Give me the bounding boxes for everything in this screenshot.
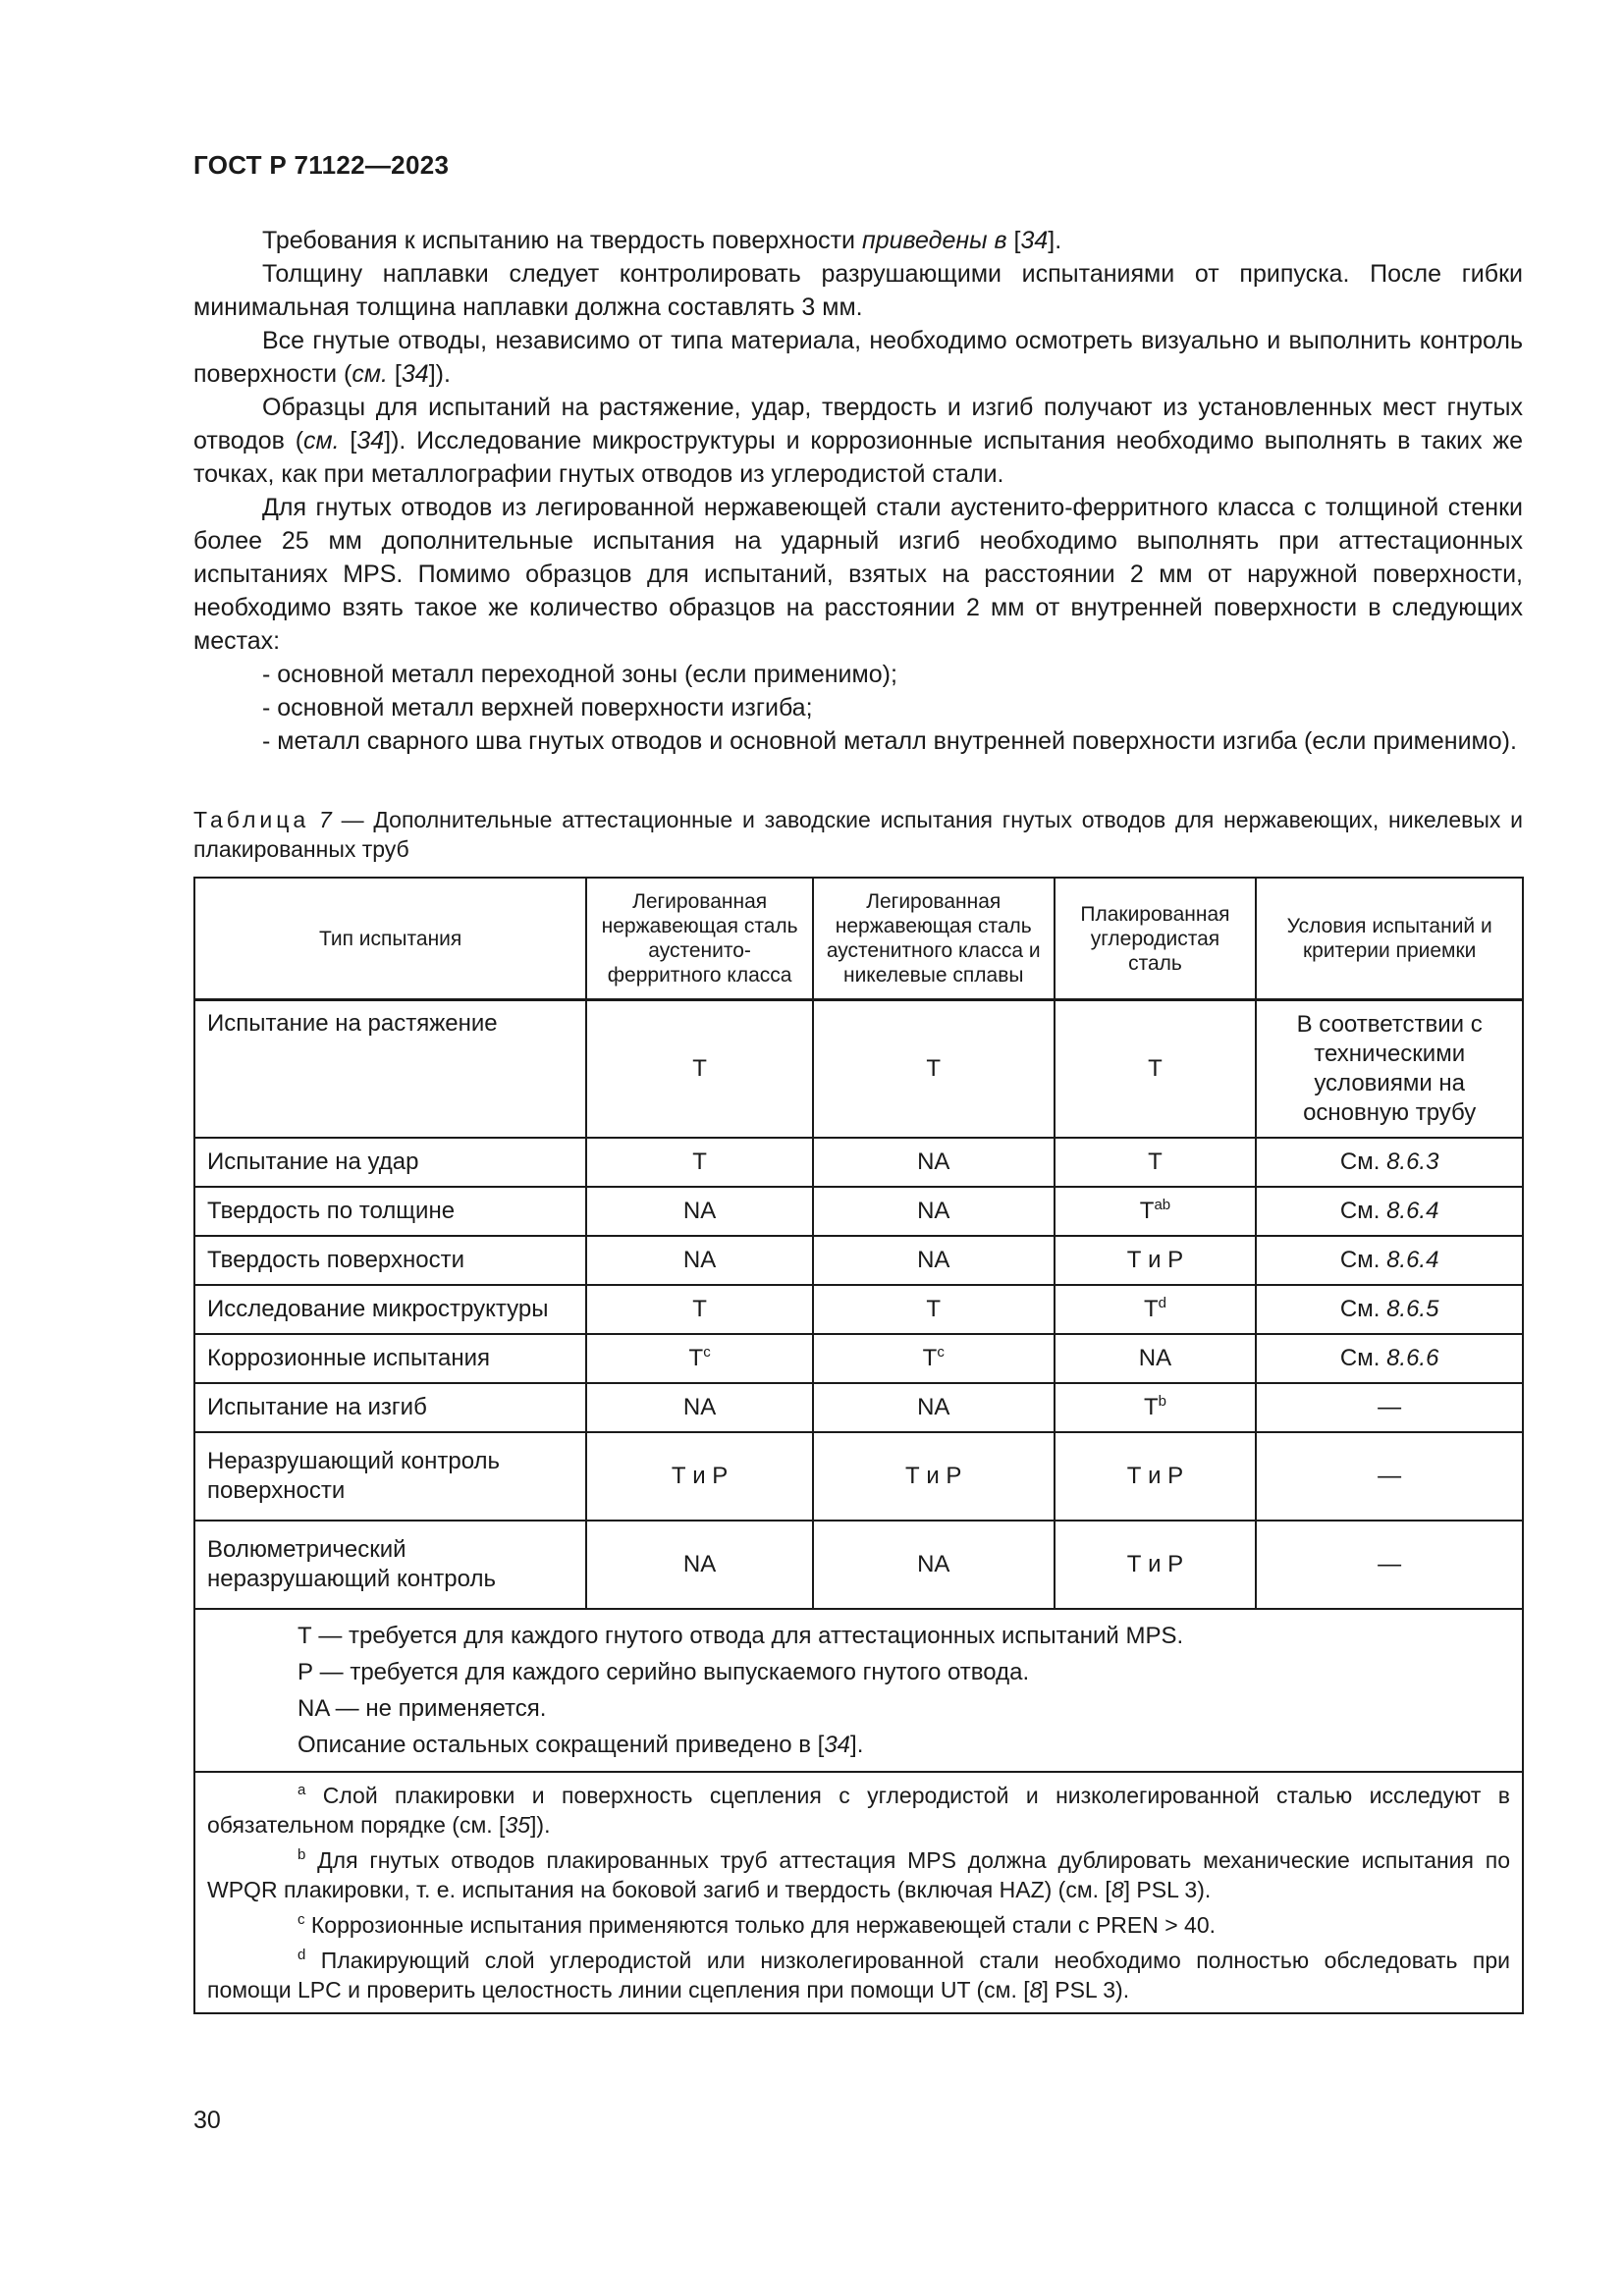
table-caption-label: Таблица (193, 807, 310, 832)
value-cell: NA (813, 1236, 1055, 1285)
value-cell: Т (813, 1000, 1055, 1139)
footnote-marker: ab (1154, 1197, 1171, 1213)
footnote-marker: d (1158, 1295, 1166, 1311)
value-cell: $Т^c$ (813, 1334, 1055, 1383)
table-caption-number: 7 (318, 807, 332, 832)
value-cell: NA (586, 1521, 813, 1609)
test-type-cell: Волюметрический неразрушающий контроль (194, 1521, 586, 1609)
value-cell: Т и Р (586, 1432, 813, 1521)
table-notes-row (194, 1609, 1523, 1772)
condition-cell: В соответствии с техническими условиями на основную трубу (1256, 1000, 1523, 1139)
table-caption (193, 805, 1523, 864)
value-cell: Т и Р (813, 1432, 1055, 1521)
condition-cell: — (1256, 1432, 1523, 1521)
condition-cell: См. 8.6.6 (1256, 1334, 1523, 1383)
table-row (194, 1334, 1523, 1383)
value-cell: Т (813, 1285, 1055, 1334)
value-cell: NA (813, 1187, 1055, 1236)
body-text (193, 224, 1523, 758)
condition-cell: — (1256, 1383, 1523, 1432)
condition-cell: — (1256, 1521, 1523, 1609)
test-type-cell: Коррозионные испытания (194, 1334, 586, 1383)
value-cell: Т и Р (1055, 1521, 1257, 1609)
value-cell: $Т^{ab}$ (1055, 1187, 1257, 1236)
paragraph-2: Толщину наплавки следует контролировать разрушающими испытаниями от припуска. После гибки минимальная толщина наплавки должна составлять 3 мм. (193, 260, 1523, 321)
table-row (194, 1285, 1523, 1334)
footnote-marker: c (703, 1344, 711, 1361)
header-conditions: Условия испытаний и критерии приемки (1256, 878, 1523, 1000)
table-row (194, 1236, 1523, 1285)
table-row (194, 1000, 1523, 1139)
value-cell: Т (586, 1138, 813, 1187)
condition-cell: См. 8.6.4 (1256, 1236, 1523, 1285)
table-caption-text: — Дополнительные аттестационные и заводские испытания гнутых отводов для нержавеющих, никелевых и плакированных труб (193, 807, 1524, 862)
header-austenitic-steel: Легированная нержавеющая сталь аустенитного класса и никелевые сплавы (813, 878, 1055, 1000)
value-cell: Т (1055, 1000, 1257, 1139)
condition-cell: См. 8.6.5 (1256, 1285, 1523, 1334)
condition-cell: См. 8.6.4 (1256, 1187, 1523, 1236)
paragraph-1: Требования к испытанию на твердость поверхности приведены в [34]. (262, 227, 1062, 254)
value-cell: NA (813, 1521, 1055, 1609)
test-type-cell: Испытание на удар (194, 1138, 586, 1187)
table-row (194, 1383, 1523, 1432)
footnote-a: $^a$ Слой плакировки и поверхность сцепления с углеродистой и низколегированной сталью исследуют в обязательном порядке (см. [35]). (207, 1782, 1510, 1838)
test-type-cell: Неразрушающий контроль поверхности (194, 1432, 586, 1521)
value-cell: $Т^b$ (1055, 1383, 1257, 1432)
header-test-type: Тип испытания (194, 878, 586, 1000)
footnote-marker: c (937, 1344, 945, 1361)
table-footnotes (194, 1772, 1523, 2013)
value-cell: Т (1055, 1138, 1257, 1187)
value-cell: NA (813, 1383, 1055, 1432)
value-cell: Т и Р (1055, 1236, 1257, 1285)
paragraph-3: Все гнутые отводы, независимо от типа материала, необходимо осмотреть визуально и выполнить контроль поверхности (см. [34]). (193, 327, 1523, 388)
paragraph-4: Образцы для испытаний на растяжение, удар, твердость и изгиб получают из установленных мест гнутых отводов (см. [34]). Исследование микроструктуры и коррозионные испытания необходимо выполнять в таких же точках, как при металлографии гнутых отводов из углеродистой стали. (193, 394, 1523, 488)
value-cell: Т и Р (1055, 1432, 1257, 1521)
document-header: ГОСТ Р 71122—2023 (193, 150, 450, 180)
header-duplex-steel: Легированная нержавеющая сталь аустенито-ферритного класса (586, 878, 813, 1000)
table-row (194, 1432, 1523, 1521)
table-row (194, 1187, 1523, 1236)
table-notes (194, 1609, 1523, 1772)
table-row (194, 1521, 1523, 1609)
value-cell: NA (1055, 1334, 1257, 1383)
note: Описание остальных сокращений приведено в [34]. (298, 1732, 864, 1758)
list-item: - основной металл верхней поверхности изгиба; (262, 694, 813, 721)
test-type-cell: Твердость по толщине (194, 1187, 586, 1236)
footnote-d: $^d$ Плакирующий слой углеродистой или низколегированной стали необходимо полностью обследовать при помощи LPC и проверить целостность линии сцепления при помощи UT (см. [8] PSL 3). (207, 1947, 1510, 2002)
table-row (194, 1138, 1523, 1187)
value-cell: Т (586, 1285, 813, 1334)
test-type-cell: Исследование микроструктуры (194, 1285, 586, 1334)
tests-table (193, 877, 1524, 2014)
footnote-c: $^c$ Коррозионные испытания применяются только для нержавеющей стали с PREN > 40. (298, 1911, 1217, 1938)
condition-cell: См. 8.6.3 (1256, 1138, 1523, 1187)
value-cell: $Т^c$ (586, 1334, 813, 1383)
value-cell: $Т^d$ (1055, 1285, 1257, 1334)
test-type-cell: Твердость поверхности (194, 1236, 586, 1285)
note: NA — не применяется. (298, 1695, 547, 1722)
list-item: - металл сварного шва гнутых отводов и основной металл внутренней поверхности изгиба (если применимо). (262, 727, 1517, 755)
paragraph-5: Для гнутых отводов из легированной нержавеющей стали аустенито-ферритного класса с толщиной стенки более 25 мм дополнительные испытания на ударный изгиб необходимо выполнять при аттестационных испытаниях MPS. Помимо образцов для испытаний, взятых на расстоянии 2 мм от наружной поверхности, необходимо взять такое же количество образцов на расстоянии 2 мм от внутренней поверхности в следующих местах: (193, 494, 1523, 655)
value-cell: NA (813, 1138, 1055, 1187)
footnote-marker: b (1158, 1393, 1166, 1410)
note: Р — требуется для каждого серийно выпускаемого гнутого отвода. (298, 1659, 1030, 1685)
value-cell: NA (586, 1236, 813, 1285)
test-type-cell: Испытание на растяжение (194, 1000, 586, 1139)
list-item: - основной металл переходной зоны (если применимо); (262, 661, 897, 688)
header-clad-steel: Плакированная углеродистая сталь (1055, 878, 1257, 1000)
value-cell: Т (586, 1000, 813, 1139)
table-header-row (194, 878, 1523, 1000)
test-type-cell: Испытание на изгиб (194, 1383, 586, 1432)
value-cell: NA (586, 1187, 813, 1236)
footnote-b: $^b$ Для гнутых отводов плакированных труб аттестация MPS должна дублировать механические испытания по WPQR плакировки, т. е. испытания на боковой загиб и твердость (включая HAZ) (см. [8] PSL 3). (207, 1846, 1510, 1902)
value-cell: NA (586, 1383, 813, 1432)
table-footnotes-row (194, 1772, 1523, 2013)
page-number: 30 (193, 2107, 221, 2134)
note: Т — требуется для каждого гнутого отвода для аттестационных испытаний MPS. (298, 1623, 1184, 1649)
